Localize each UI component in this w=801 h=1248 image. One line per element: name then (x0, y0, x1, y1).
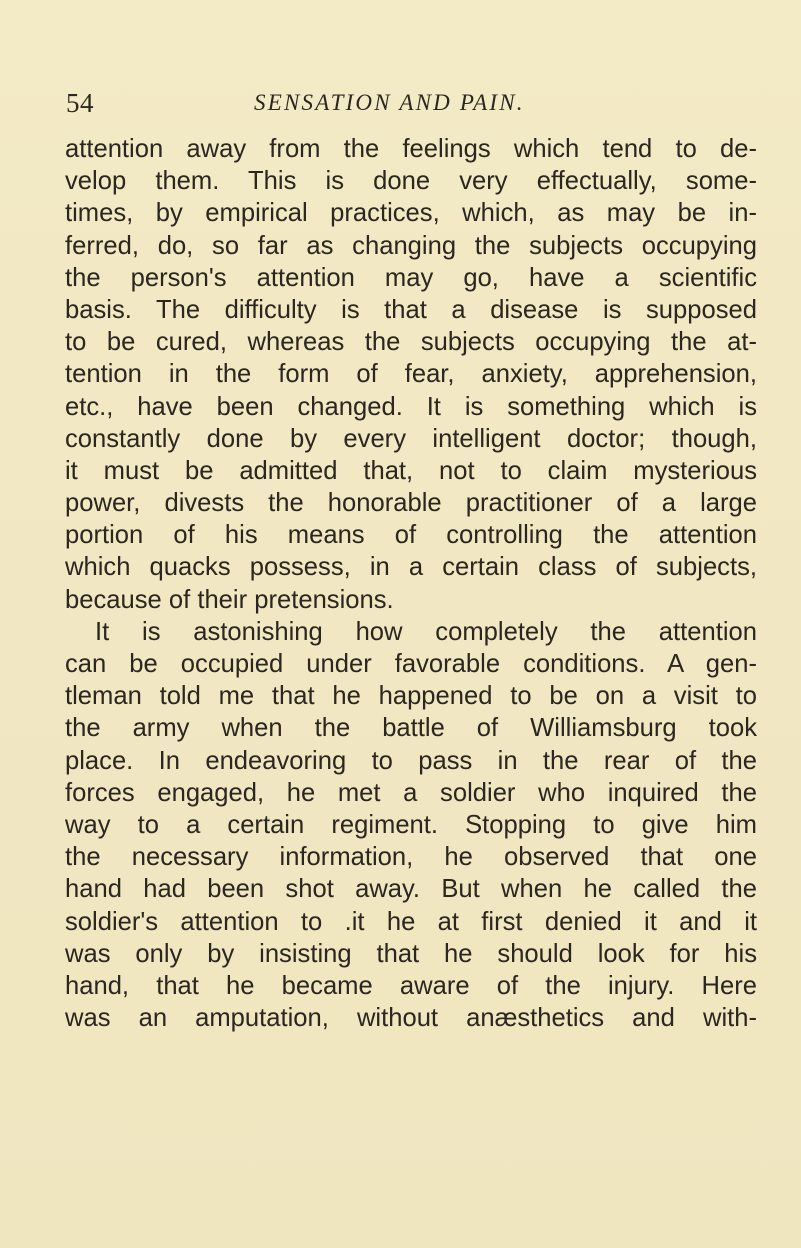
text-line: hand, that he became aware of the injury. Here (65, 971, 757, 1000)
text-line: It is astonishing how completely the attention (95, 617, 757, 646)
text-line: power, divests the honorable practitioner of a large (65, 489, 757, 518)
text-line: tleman told me that he happened to be on a visit to (65, 682, 757, 711)
text-line: it must be admitted that, not to claim mysterious (65, 456, 757, 485)
running-head: SENSATION AND PAIN. (254, 90, 525, 115)
text-line: attention away from the feelings which tend to de- (65, 135, 757, 163)
text-line: which quacks possess, in a certain class of subjects, (65, 553, 757, 582)
text-line: hand had been shot away. But when he called the (65, 875, 757, 904)
page-header (66, 88, 756, 128)
body-text (65, 133, 757, 1034)
text-line: was only by insisting that he should look for his (65, 939, 757, 968)
text-line: etc., have been changed. It is something which is (65, 392, 757, 421)
text-line: because of their pretensions. (65, 585, 394, 614)
text-line: can be occupied under favorable conditions. A gen- (65, 650, 757, 678)
text-line: way to a certain regiment. Stopping to give him (65, 810, 757, 839)
text-line: constantly done by every intelligent doctor; though, (65, 424, 757, 453)
text-line: tention in the form of fear, anxiety, apprehension, (65, 360, 757, 389)
text-line: basis. The difficulty is that a disease is supposed (65, 295, 757, 324)
text-line: forces engaged, he met a soldier who inquired the (65, 778, 757, 807)
text-line: velop them. This is done very effectually, some- (65, 167, 757, 196)
text-line: ferred, do, so far as changing the subjects occupying (65, 231, 757, 260)
text-line: soldier's attention to .it he at first denied it and it (65, 907, 757, 936)
text-line: the necessary information, he observed that one (65, 843, 757, 872)
text-line: to be cured, whereas the subjects occupying the at- (65, 328, 757, 357)
text-line: place. In endeavoring to pass in the rear of the (65, 746, 757, 775)
text-line: times, by empirical practices, which, as may be in- (65, 199, 757, 228)
text-line: the army when the battle of Williamsburg took (65, 714, 757, 743)
text-line: the person's attention may go, have a scientific (65, 263, 757, 292)
text-line: portion of his means of controlling the attention (65, 521, 757, 550)
text-line: was an amputation, without anæsthetics and with- (65, 1004, 757, 1033)
page-number: 54 (66, 88, 94, 118)
